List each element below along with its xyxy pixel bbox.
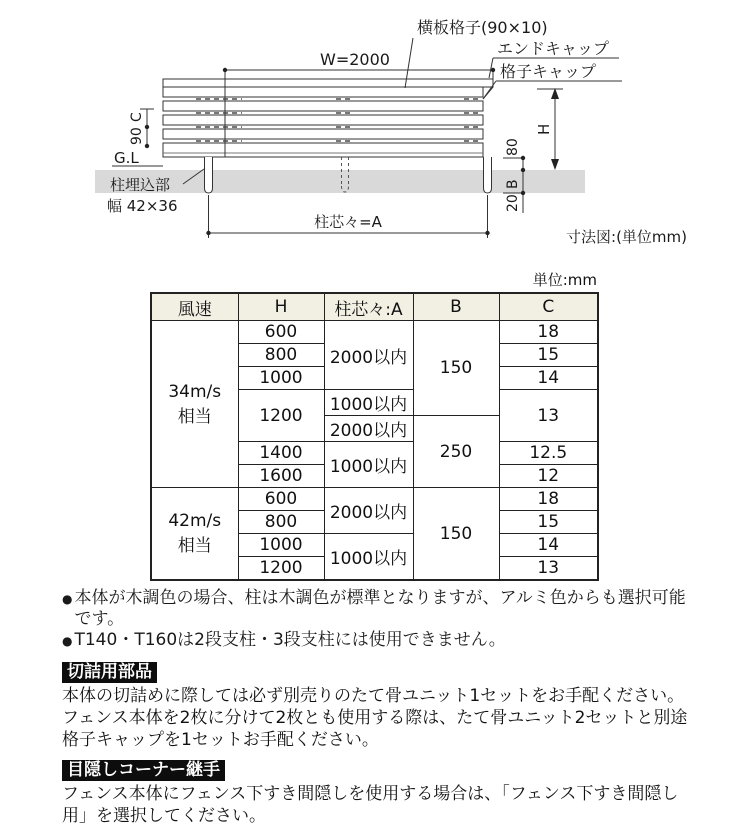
table-row (151, 321, 598, 344)
col-header-h: H (238, 293, 324, 321)
cell-h: 600 (238, 488, 324, 511)
cell-a: 2000以内 (324, 488, 413, 534)
cell-h: 1400 (238, 442, 324, 465)
col-header-a: 柱芯々:A (324, 293, 413, 321)
bullet-icon: ● (62, 592, 73, 606)
cell-a: 1000以内 (324, 442, 413, 488)
dim-c-label: C (129, 112, 145, 122)
wind-speed: 42m/s (168, 511, 222, 531)
end-cap-label: エンドキャップ (497, 39, 610, 58)
info-sections (62, 662, 690, 825)
dim-dot (223, 68, 227, 72)
post-embed-label-1: 柱埋込部 (110, 176, 171, 194)
dim-dot (521, 168, 525, 172)
cell-c: 15 (499, 511, 598, 534)
cell-a: 2000以内 (324, 416, 413, 442)
cell-c: 18 (499, 488, 598, 511)
post-embed-label-2: 幅 42×36 (107, 197, 178, 215)
table-unit-note: 単位:mm (532, 271, 597, 289)
ground-level-label: G.L (114, 149, 139, 167)
cell-a: 1000以内 (324, 390, 413, 416)
cell-a: 1000以内 (324, 534, 413, 581)
wind-speed: 34m/s (168, 381, 222, 402)
cell-a: 2000以内 (324, 321, 413, 390)
h-arrow-down (551, 159, 559, 170)
board-label: 横板格子(90×10) (417, 18, 548, 37)
cell-b: 150 (413, 488, 499, 581)
cell-c: 14 (499, 367, 598, 390)
wind-speed-suffix: 相当 (177, 406, 212, 427)
post-pitch-label: 柱芯々=A (314, 213, 382, 231)
dim-h-label: H (535, 123, 553, 135)
cell-b: 150 (413, 321, 499, 416)
cell-c: 13 (499, 390, 598, 442)
cell-h: 1200 (238, 557, 324, 581)
cell-h: 1000 (238, 367, 324, 390)
dim-90-label: 90 (129, 127, 145, 145)
section-corner-joint (62, 760, 690, 825)
note-item (62, 630, 688, 652)
dim-dot (206, 231, 210, 235)
section-cut-parts (62, 662, 690, 751)
dim-b-label: B (505, 179, 521, 189)
notes-list (62, 588, 688, 652)
header-row (151, 293, 598, 321)
dim-dot (521, 156, 525, 160)
dim-dot (145, 125, 149, 129)
fence-panel (163, 79, 493, 157)
cell-c: 12 (499, 465, 598, 488)
col-header-wind: 風速 (151, 293, 238, 321)
cell-c: 18 (499, 321, 598, 344)
wind-speed-suffix: 相当 (177, 536, 212, 556)
diagram-caption: 寸法図:(単位mm) (566, 228, 687, 246)
right-post (484, 157, 492, 193)
col-header-c: C (499, 293, 598, 321)
section-body: フェンス本体にフェンス下すき間隠しを使用する場合は、「フェンス下すき間隠し用」を選択してください。 (62, 784, 679, 825)
wind-group-cell (151, 488, 238, 581)
cell-b: 250 (413, 416, 499, 488)
cell-c: 15 (499, 344, 598, 367)
cell-c: 13 (499, 557, 598, 581)
section-title: 目隠しコーナー継手 (62, 760, 225, 781)
wind-group-cell (151, 321, 238, 488)
cell-h: 800 (238, 344, 324, 367)
note-item (62, 588, 688, 630)
table-row (151, 488, 598, 511)
cell-h: 600 (238, 321, 324, 344)
lattice-cap-label: 格子キャップ (500, 62, 597, 81)
bullet-icon: ● (62, 634, 73, 648)
dim-20-label: 20 (505, 194, 521, 212)
dim-80-label: 80 (505, 138, 521, 156)
cell-h: 1200 (238, 390, 324, 442)
note-text: T140・T160は2段支柱・3段支柱には使用できません。 (74, 630, 506, 650)
dim-dot (145, 144, 149, 148)
cell-c: 14 (499, 534, 598, 557)
cell-h: 800 (238, 511, 324, 534)
w-dimension-label: W=2000 (320, 50, 390, 69)
dim-dot (521, 191, 525, 195)
h-arrow-up (551, 88, 559, 99)
col-header-b: B (413, 293, 499, 321)
fence-dimension-diagram (0, 0, 740, 258)
dim-dot (491, 68, 495, 72)
cell-h: 1000 (238, 534, 324, 557)
note-text: 本体が木調色の場合、柱は木調色が標準となりますが、アルミ色からも選択可能です。 (74, 588, 686, 629)
left-post (205, 157, 213, 193)
dim-dot (485, 231, 489, 235)
cell-h: 1600 (238, 465, 324, 488)
cell-c: 12.5 (499, 442, 598, 465)
section-title: 切詰用部品 (62, 662, 157, 683)
section-body: 本体の切詰めに際しては必ず別売りのたて骨ユニット1セットをお手配ください。フェンス本体を2枚に分けて2枚とも使用する際は、たて骨ユニット2セットと別途格子キャップを1セットお手配ください。 (62, 686, 688, 750)
spec-table (150, 292, 599, 581)
